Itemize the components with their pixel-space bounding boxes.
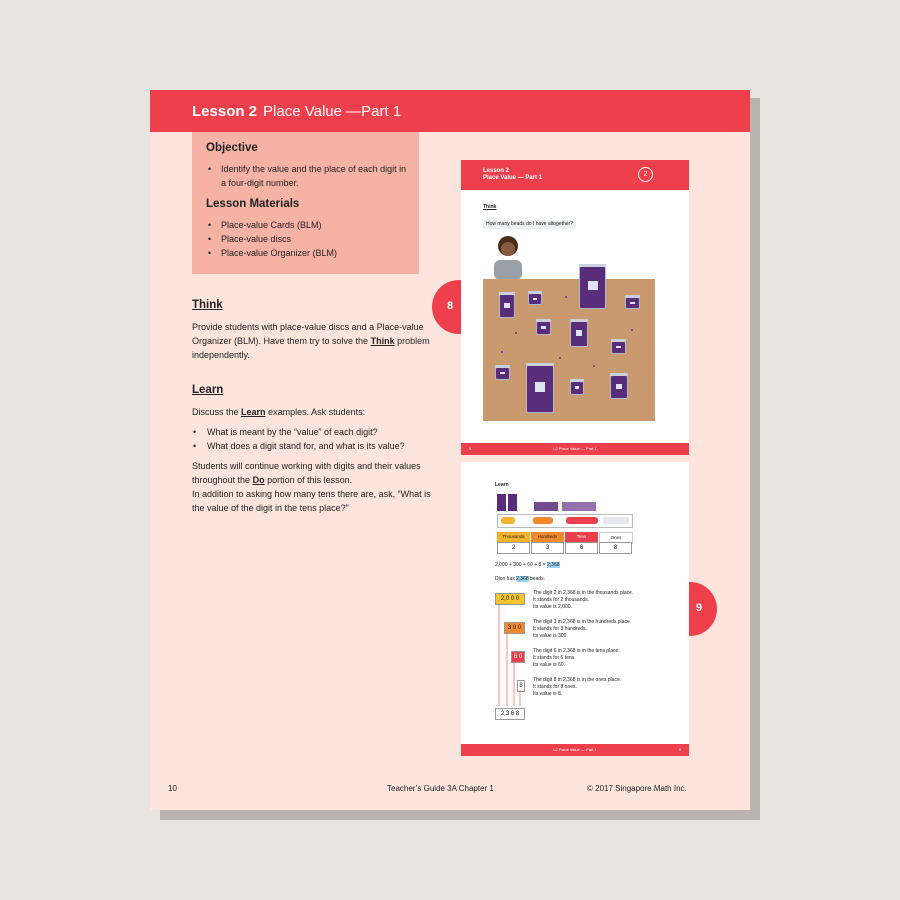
- materials-item: • Place-value discs: [206, 232, 411, 246]
- learn-intro-b: examples. Ask students:: [268, 407, 366, 417]
- think-text: [192, 320, 432, 362]
- card-300: 3 0 0: [504, 622, 525, 634]
- thousands-note: The digit 2 in 2,368 is in the thousands place. It stands for 2 thousands. Its value is 2,000.: [533, 590, 634, 610]
- h-value: 3: [531, 542, 564, 554]
- footer-copyright: © 2017 Singapore Math Inc.: [587, 784, 687, 793]
- card-2000: 2,0 0 0: [495, 593, 525, 605]
- learn-intro-a: Discuss the: [192, 407, 239, 417]
- thumb-lesson: Lesson 2: [483, 168, 510, 174]
- thumb-footer: [461, 443, 689, 455]
- lesson-title: [192, 103, 401, 120]
- bead-jar: [528, 293, 542, 305]
- h-header: Hundreds: [531, 532, 564, 542]
- objective-box: [192, 132, 419, 274]
- o-value: 8: [599, 542, 632, 554]
- ones-note: The digit 8 in 2,368 is in the ones place. It stands for 8 ones. Its value is 8.: [533, 677, 622, 697]
- thousand-block: [508, 494, 517, 511]
- thumb-think-heading: Think: [483, 204, 497, 210]
- question-item: • What does a digit stand for, and what is its value?: [192, 439, 432, 453]
- card-8: 8: [517, 680, 525, 692]
- think-text-a: Provide students with place-value discs and a Place-value Organizer (BLM). Have them try to solve the: [192, 322, 424, 346]
- th-value: 2: [497, 542, 530, 554]
- t-value: 6: [565, 542, 598, 554]
- materials-heading: Lesson Materials: [206, 198, 300, 210]
- think-word: Think: [370, 336, 395, 346]
- disc-row: [497, 514, 633, 528]
- loose-bead: [631, 329, 633, 331]
- student-page-learn: [461, 462, 689, 756]
- thumb-footer: [461, 744, 689, 756]
- learn-intro: [192, 405, 432, 419]
- equation-text: 2,000 + 300 + 60 + 8 =: [495, 562, 546, 568]
- thumb-header-text: [483, 168, 542, 182]
- dion-sentence: [495, 576, 545, 583]
- hundreds-note: The digit 3 in 2,368 is in the hundreds place. It stands for 3 hundreds. Its value is 300.: [533, 619, 632, 639]
- think-text-b: problem independently.: [192, 336, 430, 360]
- bead-jar: [499, 294, 515, 318]
- thumb-learn-heading: Learn: [495, 482, 509, 488]
- dion-answer: 2,368: [516, 576, 529, 582]
- th-header: Thousands: [497, 532, 530, 542]
- hundred-blocks: [534, 502, 558, 511]
- learn-p2-a: Students will continue working with digits and their values throughout the: [192, 461, 421, 485]
- thousand-block: [497, 494, 506, 511]
- loose-bead: [593, 365, 595, 367]
- bead-board: [483, 279, 655, 421]
- learn-paragraph-2: In addition to asking how many tens there are, ask, “What is the value of the digit in the tens place?”: [192, 489, 431, 513]
- think-heading: Think: [192, 299, 223, 311]
- learn-section: [192, 383, 432, 521]
- materials-item: • Place-value Organizer (BLM): [206, 246, 411, 260]
- tens-note: The digit 6 in 2,368 is in the tens place. It stands for 6 tens. Its value is 60.: [533, 648, 620, 668]
- ten-rods: [562, 502, 596, 511]
- question-item: • What is meant by the “value” of each digit?: [192, 425, 432, 439]
- bead-jar: [611, 341, 626, 354]
- think-section: [192, 298, 432, 368]
- thumb-header: [461, 160, 689, 190]
- question-list: [192, 425, 432, 453]
- bead-jar: [625, 297, 640, 309]
- bead-jar: [570, 321, 588, 347]
- bead-jar: [495, 367, 510, 380]
- lesson-name: Place Value —Part 1: [263, 103, 402, 120]
- bead-jar: [570, 381, 584, 395]
- bead-jar: [579, 266, 606, 309]
- dion-text-a: Dion has: [495, 576, 515, 582]
- learn-p2-b: portion of this lesson.: [267, 475, 353, 485]
- footer-guide: Teacher’s Guide 3A Chapter 1: [387, 784, 494, 793]
- loose-bead: [559, 357, 561, 359]
- loose-bead: [515, 332, 517, 334]
- lesson-number-circle: 2: [638, 167, 653, 182]
- thumb-footer-title: L2 Place Value — Part 1: [553, 446, 597, 451]
- student-illustration: [491, 234, 525, 280]
- learn-paragraph: [192, 459, 432, 487]
- bead-jar: [536, 321, 551, 335]
- equation: [495, 562, 560, 569]
- o-header: Ones: [599, 532, 633, 544]
- materials-item: • Place-value Cards (BLM): [206, 218, 411, 232]
- lesson-header: [150, 90, 750, 132]
- learn-word: Learn: [241, 407, 266, 417]
- objective-heading: Objective: [206, 142, 258, 154]
- objective-item: • Identify the value and the place of each digit in a four-digit number.: [206, 162, 411, 190]
- thumb-footer-page: 8: [469, 446, 472, 451]
- objective-list: [206, 162, 411, 190]
- loose-bead: [501, 351, 503, 353]
- loose-bead: [565, 296, 567, 298]
- t-header: Tens: [565, 532, 598, 542]
- dion-text-b: beads.: [530, 576, 546, 582]
- guide-page: [150, 90, 750, 810]
- footer-page-number: 10: [168, 784, 177, 793]
- lesson-number: Lesson 2: [192, 103, 258, 120]
- speech-bubble: How many beads do I have altogether?: [483, 220, 576, 229]
- do-word: Do: [252, 475, 265, 485]
- materials-list: [206, 218, 411, 260]
- bead-jar: [526, 365, 554, 413]
- arrows-diagram: [495, 604, 525, 710]
- bead-jar: [610, 375, 628, 399]
- tab-label: 9: [695, 602, 703, 614]
- card-60: 6 0: [511, 651, 525, 663]
- tab-label: 8: [446, 300, 454, 312]
- thumb-lesson-title: Place Value — Part 1: [483, 175, 543, 181]
- student-page-think: [461, 160, 689, 455]
- equation-answer: 2,368: [547, 562, 560, 568]
- thumb-footer-title: L2 Place Value — Part 1: [553, 747, 597, 752]
- learn-heading: Learn: [192, 384, 224, 396]
- final-number: 2,3 6 8: [495, 708, 525, 720]
- thumb-footer-page: 9: [678, 747, 681, 752]
